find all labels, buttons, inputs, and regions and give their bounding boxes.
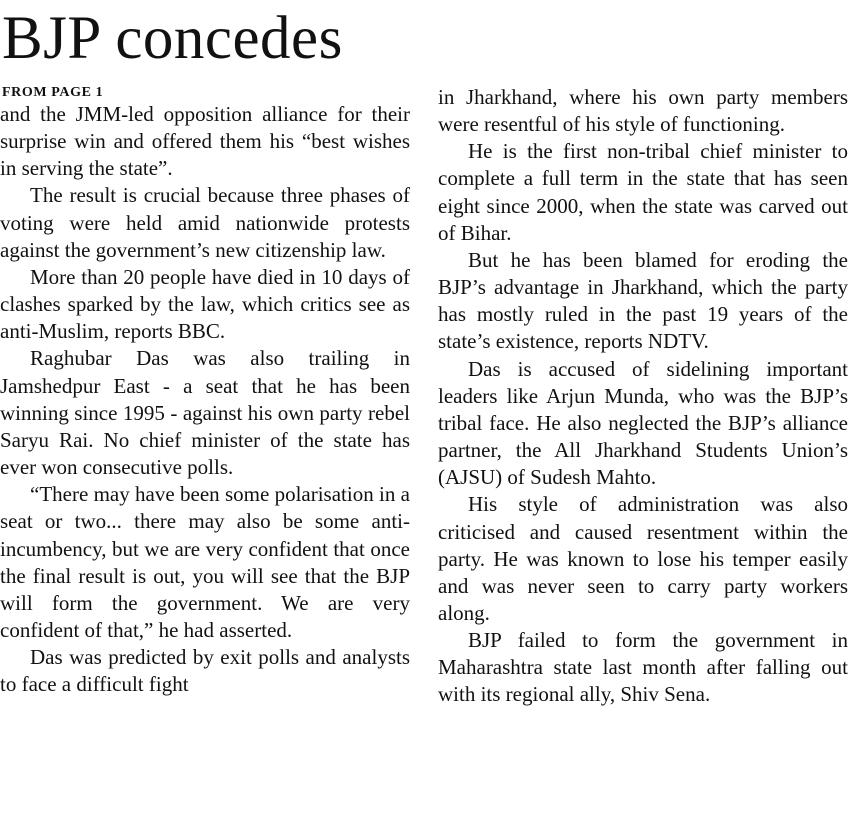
paragraph: Das was predicted by exit polls and analysts to face a difficult fight xyxy=(0,645,410,697)
paragraph: BJP failed to form the government in Maharashtra state last month after falling out with its regional ally, Shiv Sena. xyxy=(438,628,848,707)
article-column-right xyxy=(438,86,848,709)
paragraph: Das is accused of sidelining important leaders like Arjun Munda, who was the BJP’s tribal face. He also neglected the BJP’s alliance partner, the All Jharkhand Students Union’s (AJSU) of Sudesh Mahto. xyxy=(438,356,848,490)
paragraph: Raghubar Das was also trailing in Jamshedpur East - a seat that he has been winning since 1995 - against his own party rebel Saryu Rai. No chief minister of the state has ever won consecutive polls. xyxy=(0,346,410,480)
paragraph: But he has been blamed for eroding the BJP’s advantage in Jharkhand, which the party has mostly ruled in the past 19 years of the state’s existence, reports NDTV. xyxy=(438,247,848,354)
paragraph: More than 20 people have died in 10 days of clashes sparked by the law, which critics see as anti-Muslim, reports BBC. xyxy=(0,264,410,344)
paragraph: His style of administration was also criticised and caused resentment within the party. He was known to lose his temper easily and was never seen to carry party workers along. xyxy=(438,492,848,625)
headline: BJP concedes xyxy=(2,5,343,72)
article-column-left xyxy=(0,86,410,698)
continued-from-label: FROM PAGE 1 xyxy=(2,85,104,100)
paragraph: The result is crucial because three phases of voting were held amid nationwide protests against the government’s new citizenship law. xyxy=(0,183,410,262)
paragraph: and the JMM-led opposition alliance for their surprise win and offered them his “best wishes in serving the state”. xyxy=(0,102,410,181)
paragraph: in Jharkhand, where his own party members were resentful of his style of functioning. xyxy=(438,85,848,137)
paragraph: “There may have been some polarisation in a seat or two... there may also be some anti-incumbency, but we are very confident that once the final result is out, you will see that the BJP will form the government. We are very confident of that,” he had asserted. xyxy=(0,482,410,642)
paragraph: He is the first non-tribal chief minister to complete a full term in the state that has seen eight since 2000, when the state was carved out of Bihar. xyxy=(438,139,848,245)
